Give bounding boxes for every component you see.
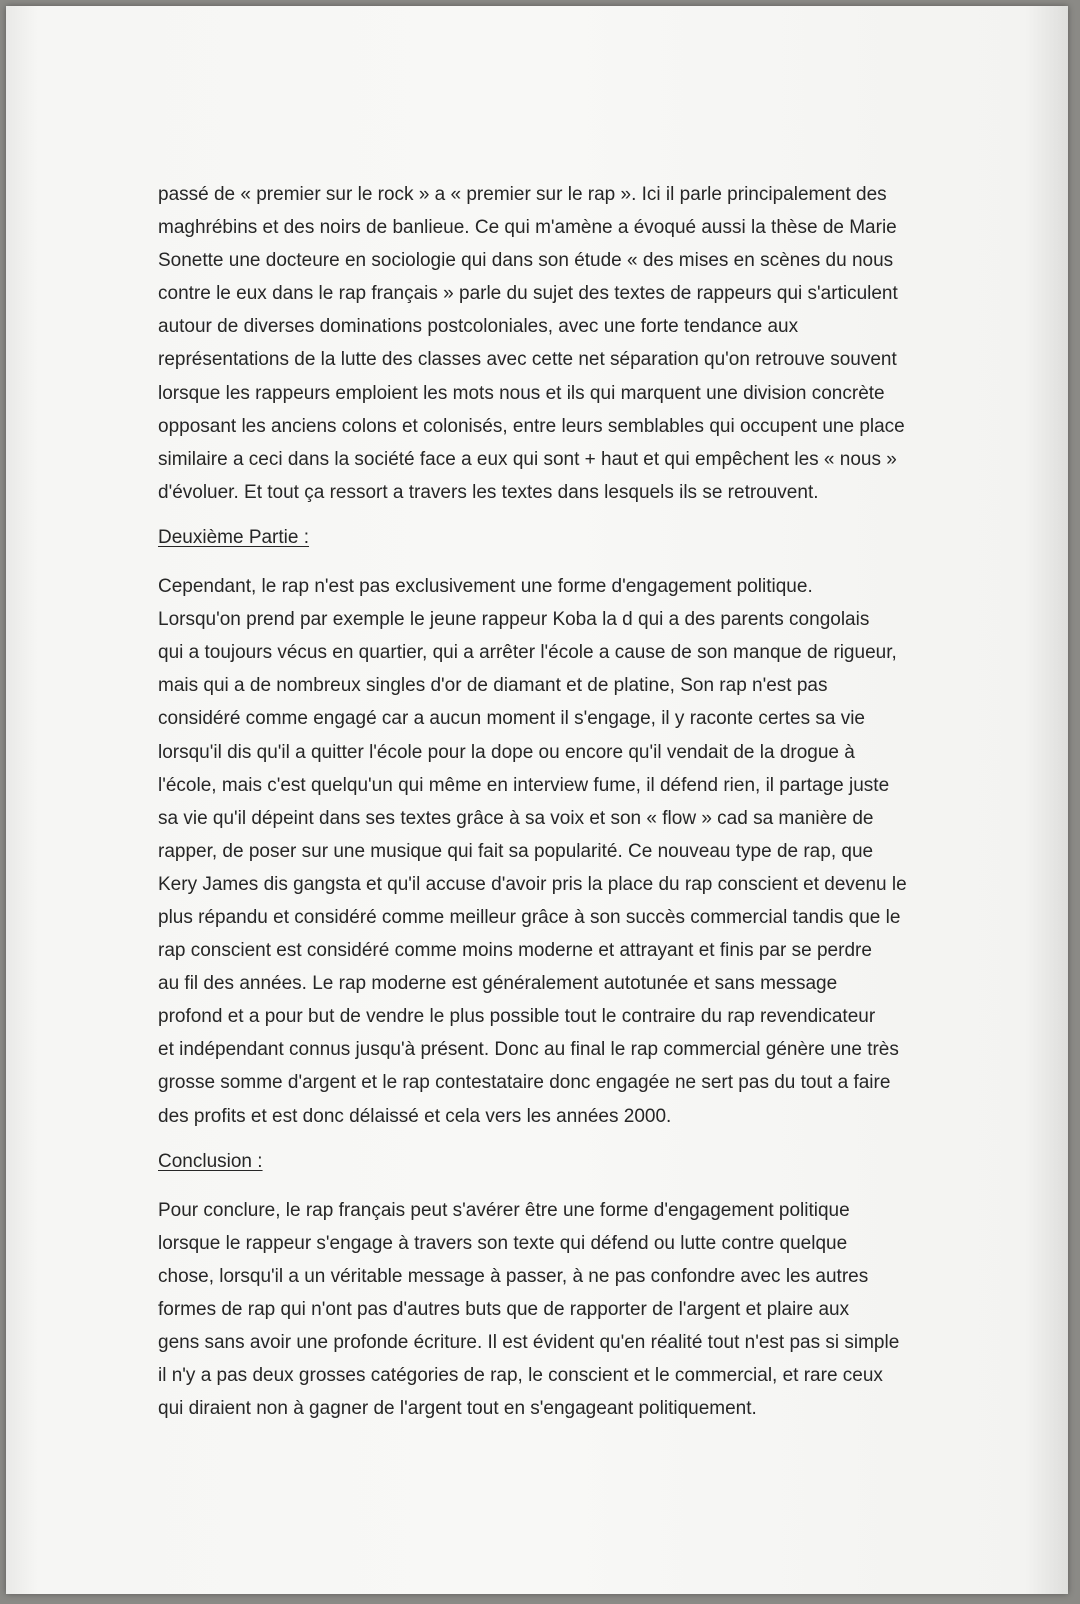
text-line: Kery James dis gangsta et qu'il accuse d'avoir pris la place du rap conscient et devenu le [158, 873, 907, 895]
text-line: Lorsqu'on prend par exemple le jeune rappeur Koba la d qui a des parents congolais [158, 609, 870, 631]
paragraph-deuxieme-partie [158, 570, 948, 1133]
text-line: autour de diverses dominations postcoloniales, avec une forte tendance aux [158, 316, 799, 338]
text-line: des profits et est donc délaissé et cela vers les années 2000. [158, 1105, 672, 1127]
text-line: mais qui a de nombreux singles d'or de diamant et de platine, Son rap n'est pas [158, 675, 828, 697]
section-heading-conclusion: Conclusion : [158, 1150, 263, 1172]
text-line: formes de rap qui n'ont pas d'autres buts que de rapporter de l'argent et plaire aux [158, 1299, 850, 1320]
text-line: lorsqu'il dis qu'il a quitter l'école pour la dope ou encore qu'il vendait de la drogue à [158, 741, 855, 763]
paragraph-intro [158, 178, 948, 509]
text-line: profond et a pour but de vendre le plus possible tout le contraire du rap revendicateur [158, 1006, 876, 1028]
paragraph-conclusion [158, 1194, 948, 1426]
text-line: passé de « premier sur le rock » a « premier sur le rap ». Ici il parle principalement des [158, 184, 887, 205]
text-line: et indépendant connus jusqu'à présent. Donc au final le rap commercial génère une très [158, 1039, 899, 1061]
text-line: gens sans avoir une profonde écriture. Il est évident qu'en réalité tout n'est pas si simple [158, 1332, 900, 1354]
text-line: chose, lorsqu'il a un véritable message à passer, à ne pas confondre avec les autres [158, 1265, 869, 1287]
text-line: opposant les anciens colons et colonisés, entre leurs semblables qui occupent une place [158, 415, 905, 437]
text-line: considéré comme engagé car a aucun moment il s'engage, il y raconte certes sa vie [158, 708, 865, 730]
text-line: rap conscient est considéré comme moins moderne et attrayant et finis par se perdre [158, 940, 872, 962]
text-line: qui a toujours vécus en quartier, qui a arrêter l'école a cause de son manque de rigueur, [158, 642, 897, 664]
text-line: sa vie qu'il dépeint dans ses textes grâce à sa voix et son « flow » cad sa manière de [158, 807, 874, 829]
text-line: lorsque le rappeur s'engage à travers son texte qui défend ou lutte contre quelque [158, 1232, 848, 1254]
text-line: rapper, de poser sur une musique qui fait sa popularité. Ce nouveau type de rap, que [158, 840, 874, 862]
text-line: il n'y a pas deux grosses catégories de rap, le conscient et le commercial, et rare ceux [158, 1365, 883, 1387]
text-line: grosse somme d'argent et le rap contestataire donc engagée ne sert pas du tout a faire [158, 1072, 891, 1094]
text-line: contre le eux dans le rap français » parle du sujet des textes de rappeurs qui s'articulent [158, 283, 898, 305]
text-line: maghrébins et des noirs de banlieue. Ce qui m'amène a évoqué aussi la thèse de Marie [158, 217, 897, 239]
text-line: similaire a ceci dans la société face a eux qui sont + haut et qui empêchent les « nous » [158, 448, 897, 470]
text-line: Sonette une docteure en sociologie qui dans son étude « des mises en scènes du nous [158, 250, 894, 272]
text-line: plus répandu et considéré comme meilleur grâce à son succès commercial tandis que le [158, 906, 901, 928]
text-line: qui diraient non à gagner de l'argent tout en s'engageant politiquement. [158, 1398, 757, 1420]
document-body [158, 178, 948, 1425]
section-heading-deuxieme-partie: Deuxième Partie : [158, 526, 310, 548]
text-line: Cependant, le rap n'est pas exclusivement une forme d'engagement politique. [158, 576, 813, 598]
text-line: l'école, mais c'est quelqu'un qui même en interview fume, il défend rien, il partage juste [158, 774, 890, 796]
text-line: au fil des années. Le rap moderne est généralement autotunée et sans message [158, 973, 838, 995]
text-line: représentations de la lutte des classes avec cette net séparation qu'on retrouve souvent [158, 349, 897, 371]
text-line: d'évoluer. Et tout ça ressort a travers les textes dans lesquels ils se retrouvent. [158, 481, 819, 503]
text-line: lorsque les rappeurs emploient les mots nous et ils qui marquent une division concrète [158, 382, 885, 404]
text-line: Pour conclure, le rap français peut s'avérer être une forme d'engagement politique [158, 1199, 850, 1221]
document-page [6, 6, 1068, 1594]
